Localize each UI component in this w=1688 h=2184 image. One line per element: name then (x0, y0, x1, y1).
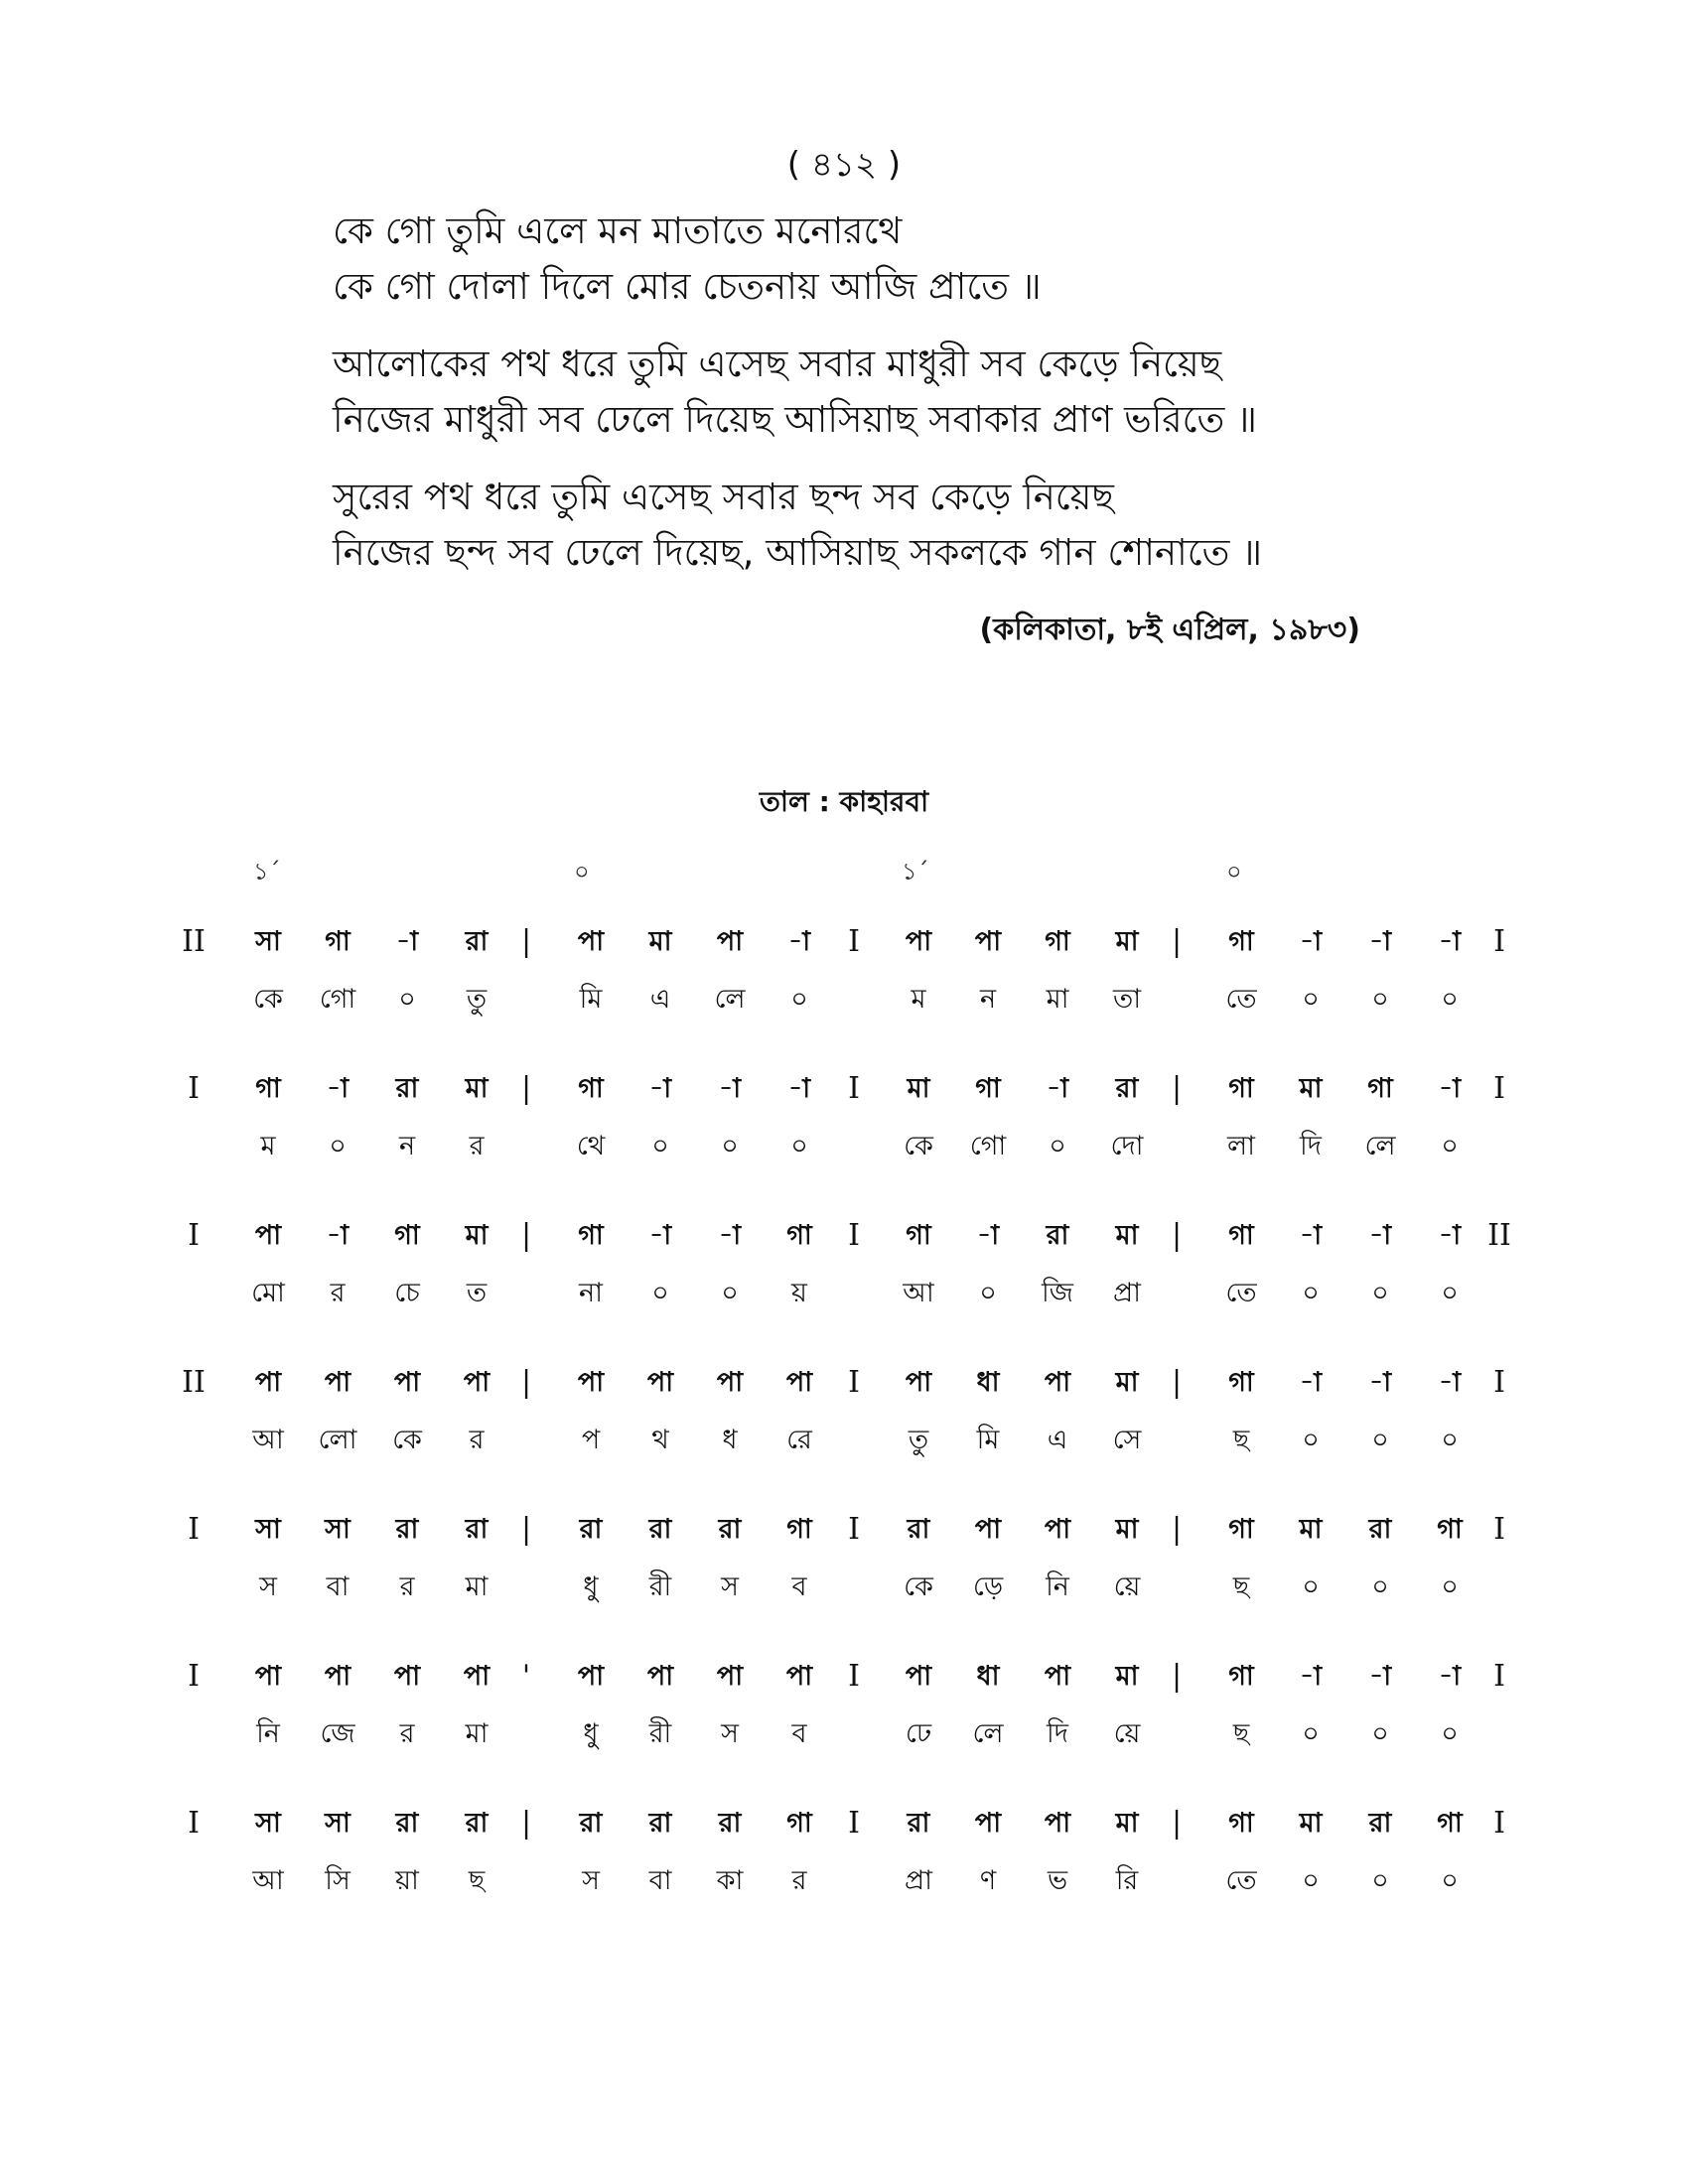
lyric-syllable: প্রা (1113, 1278, 1141, 1308)
swara-note: পা (324, 1661, 352, 1692)
notation-block (0, 1501, 1688, 1648)
bar-line: I (848, 1071, 860, 1106)
bar-line: | (520, 1365, 532, 1400)
lyric-syllable: লো (318, 1425, 357, 1455)
lyric-syllable: ০ (1441, 1278, 1459, 1308)
lyric-line: কে গো তুমি এলে মন মাতাতে মনোরথে (333, 209, 903, 252)
swara-note: সা (255, 926, 281, 957)
lyric-syllable: ০ (651, 1131, 669, 1161)
swara-note: রা (1046, 1220, 1069, 1251)
lyric-syllable: তা (1112, 984, 1142, 1015)
bar-line: I (848, 1218, 860, 1253)
swara-note: রা (395, 1073, 419, 1104)
lyric-syllable: ব (791, 1571, 807, 1602)
lyric-syllable: ড়ে (972, 1571, 1004, 1602)
lyric-syllable: ০ (1371, 1865, 1389, 1896)
swara-row (0, 1648, 1688, 1706)
swara-note: রা (648, 1808, 672, 1839)
lyric-syllable: ধু (583, 1718, 599, 1749)
lyric-row (0, 971, 1688, 1028)
swara-note: -া (1299, 1367, 1323, 1398)
lyric-syllable: প্রা (905, 1865, 932, 1896)
lyric-syllable: র (791, 1865, 807, 1896)
lyric-syllable: সে (1112, 1425, 1142, 1455)
bar-line: I (1493, 1806, 1505, 1841)
beat-marks (0, 854, 1688, 893)
lyric-syllable: কা (716, 1865, 744, 1896)
swara-note: সা (325, 1808, 351, 1839)
lyric-syllable: ০ (1371, 1718, 1389, 1749)
swara-note: রা (465, 926, 489, 957)
lyric-row (0, 1412, 1688, 1469)
bar-line: | (1171, 1512, 1183, 1547)
swara-note: সা (325, 1514, 351, 1545)
lyric-syllable: নি (256, 1718, 280, 1749)
swara-row (0, 1354, 1688, 1412)
swara-note: গা (786, 1808, 812, 1839)
lyric-syllable: ন (979, 984, 997, 1015)
swara-note: রা (718, 1808, 742, 1839)
lyric-syllable: চে (394, 1278, 420, 1308)
lyric-syllable: বা (326, 1571, 350, 1602)
lyric-syllable: ০ (1302, 984, 1320, 1015)
swara-note: ধা (976, 1661, 1000, 1692)
lyric-row (0, 1265, 1688, 1322)
swara-note: -া (1368, 1220, 1392, 1251)
swara-note: রা (718, 1514, 742, 1545)
swara-note: রা (579, 1514, 603, 1545)
swara-note: পা (254, 1220, 282, 1251)
swara-note: রা (907, 1808, 930, 1839)
notation-block (0, 1648, 1688, 1795)
swara-note: রা (648, 1514, 672, 1545)
lyric-syllable: নি (1046, 1571, 1069, 1602)
lyric-syllable: ০ (651, 1278, 669, 1308)
bar-line: I (1493, 1365, 1505, 1400)
lyric-syllable: লা (1227, 1131, 1255, 1161)
lyric-syllable: ০ (1302, 1865, 1320, 1896)
bar-line: | (520, 1071, 532, 1106)
bar-line: I (848, 1659, 860, 1694)
swara-row (0, 1207, 1688, 1265)
lyric-syllable: মা (1046, 984, 1069, 1015)
swara-note: -া (648, 1073, 672, 1104)
lyric-stanza (333, 204, 1425, 315)
lyric-syllable: লে (714, 984, 746, 1015)
lyric-syllable: ০ (1371, 1571, 1389, 1602)
lyric-syllable: ব (791, 1718, 807, 1749)
lyric-syllable: ম (260, 1131, 276, 1161)
lyric-syllable: মা (465, 1571, 489, 1602)
swara-note: পা (254, 1367, 282, 1398)
bar-line: I (848, 1365, 860, 1400)
lyric-line: নিজের ছন্দ সব ঢেলে দিয়েছ, আসিয়াছ সকলকে গান শোনাতে ॥ (333, 531, 1263, 574)
lyric-syllable: জি (1042, 1278, 1073, 1308)
lyric-syllable: ০ (1371, 1425, 1389, 1455)
swara-note: মা (1115, 1514, 1139, 1545)
lyric-syllable: বা (648, 1865, 672, 1896)
swara-note: পা (905, 1367, 932, 1398)
swara-note: মা (1115, 1220, 1139, 1251)
lyric-stanza (333, 470, 1425, 581)
swara-note: -া (718, 1073, 742, 1104)
swara-note: পা (393, 1367, 421, 1398)
lyric-syllable: দো (1110, 1131, 1144, 1161)
swara-note: পা (785, 1367, 813, 1398)
swara-note: পা (1044, 1808, 1071, 1839)
lyric-syllable: তে (1225, 984, 1257, 1015)
page-number: ( ৪১২ ) (786, 145, 902, 185)
bar-line: | (1171, 1365, 1183, 1400)
lyric-syllable: দি (1300, 1131, 1322, 1161)
lyric-syllable: সি (325, 1865, 351, 1896)
swara-note: পা (577, 1661, 605, 1692)
lyric-syllable: লে (972, 1718, 1004, 1749)
lyric-syllable: ণ (979, 1865, 997, 1896)
lyric-syllable: স (259, 1571, 277, 1602)
lyric-line: নিজের মাধুরী সব ঢেলে দিয়েছ আসিয়াছ সবাকার প্রাণ ভরিতে ॥ (333, 398, 1257, 441)
swara-note: -া (976, 1220, 1000, 1251)
bar-line: I (1493, 924, 1505, 959)
swara-note: -া (787, 1073, 811, 1104)
lyric-line: সুরের পথ ধরে তুমি এসেছ সবার ছন্দ সব কেড়ে নিয়েছ (333, 476, 1114, 518)
swara-note: -া (326, 1073, 350, 1104)
lyric-syllable: ০ (1441, 1865, 1459, 1896)
bar-line: II (182, 1365, 206, 1400)
lyric-row (0, 1118, 1688, 1175)
swara-note: -া (326, 1220, 350, 1251)
tala-heading: তাল : কাহারবা (759, 785, 929, 818)
beat-mark: ১´ (902, 858, 929, 886)
lyric-syllable: র (469, 1425, 485, 1455)
swara-note: পা (716, 1367, 744, 1398)
swara-note: পা (324, 1367, 352, 1398)
swara-note: রা (395, 1514, 419, 1545)
lyric-syllable: র (399, 1718, 415, 1749)
lyric-stanza (333, 337, 1425, 448)
swara-note: গা (1437, 1514, 1463, 1545)
lyric-syllable: ধ (722, 1425, 738, 1455)
bar-line: | (1171, 1806, 1183, 1841)
bar-line: I (188, 1071, 200, 1106)
swara-note: সা (255, 1808, 281, 1839)
lyric-syllable: ০ (1441, 1131, 1459, 1161)
swara-note: পা (646, 1367, 674, 1398)
notation-block (0, 1354, 1688, 1501)
bar-line: I (188, 1512, 200, 1547)
swara-note: রা (907, 1514, 930, 1545)
bar-line: I (848, 1512, 860, 1547)
lyric-syllable: ছ (1232, 1718, 1250, 1749)
lyric-syllable: রী (648, 1718, 672, 1749)
swara-note: পা (577, 926, 605, 957)
lyric-syllable: কে (392, 1425, 422, 1455)
swara-note: রা (465, 1514, 489, 1545)
bar-line: ' (521, 1659, 531, 1694)
lyric-syllable: ০ (1302, 1278, 1320, 1308)
swara-note: মা (1115, 1661, 1139, 1692)
lyric-syllable: ০ (1371, 984, 1389, 1015)
swara-note: গা (255, 1073, 281, 1104)
notation-block (0, 1795, 1688, 1942)
bar-line: | (520, 1218, 532, 1253)
swara-note: -া (1438, 1073, 1462, 1104)
swara-note: মা (1115, 1367, 1139, 1398)
bar-line: | (1171, 1071, 1183, 1106)
swara-note: -া (1368, 926, 1392, 957)
bar-line: I (848, 1806, 860, 1841)
swara-note: রা (395, 1808, 419, 1839)
swara-note: -া (1046, 1073, 1069, 1104)
swara-note: মা (1115, 1808, 1139, 1839)
swara-note: গা (1228, 1514, 1254, 1545)
lyric-syllable: লে (1364, 1131, 1396, 1161)
bar-line: I (848, 924, 860, 959)
lyric-syllable: তে (1225, 1865, 1257, 1896)
lyric-line: আলোকের পথ ধরে তুমি এসেছ সবার মাধুরী সব কেড়ে নিয়েছ (333, 342, 1222, 385)
lyric-syllable: ০ (1441, 1718, 1459, 1749)
swara-note: পা (577, 1367, 605, 1398)
swara-note: পা (974, 926, 1002, 957)
attribution: (কলিকাতা, ৮ই এপ্রিল, ১৯৮৩) (979, 613, 1360, 647)
lyric-syllable: মি (976, 1425, 1000, 1455)
lyrics (333, 204, 1425, 603)
swara-note: মা (907, 1073, 930, 1104)
bar-line: II (182, 924, 206, 959)
lyric-syllable: র (399, 1571, 415, 1602)
lyric-syllable: ০ (790, 984, 808, 1015)
lyric-syllable: থে (576, 1131, 606, 1161)
swara-note: মা (1299, 1808, 1323, 1839)
swara-note: পা (1044, 1514, 1071, 1545)
bar-line: | (520, 1806, 532, 1841)
swara-note: -া (1438, 1661, 1462, 1692)
notation-block (0, 1060, 1688, 1207)
bar-line: | (1171, 1218, 1183, 1253)
swara-note: গা (1228, 1073, 1254, 1104)
swara-note: -া (1299, 926, 1323, 957)
swara-note: পা (1044, 1661, 1071, 1692)
swara-note: গা (1228, 1220, 1254, 1251)
lyric-syllable: স (582, 1865, 600, 1896)
swara-note: রা (465, 1808, 489, 1839)
lyric-syllable: য়ে (1113, 1571, 1141, 1602)
bar-line: | (1171, 924, 1183, 959)
swara-note: গা (906, 1220, 931, 1251)
lyric-syllable: রী (648, 1571, 672, 1602)
swara-note: পা (463, 1367, 491, 1398)
bar-line: I (1493, 1512, 1505, 1547)
swara-note: পা (905, 1661, 932, 1692)
notation-block (0, 913, 1688, 1060)
beat-mark: ০ (1226, 858, 1242, 886)
lyric-syllable: স (721, 1718, 739, 1749)
lyric-syllable: আ (252, 1865, 284, 1896)
lyric-syllable: কে (904, 1571, 933, 1602)
lyric-syllable: ০ (979, 1278, 997, 1308)
beat-mark: ১´ (253, 858, 281, 886)
swara-note: সা (255, 1514, 281, 1545)
swara-note: রা (1368, 1514, 1392, 1545)
bar-line: I (188, 1218, 200, 1253)
lyric-syllable: দি (1047, 1718, 1068, 1749)
swara-note: গা (786, 1514, 812, 1545)
lyric-syllable: তু (908, 1425, 929, 1455)
lyric-syllable: ০ (398, 984, 416, 1015)
lyric-syllable: ০ (329, 1131, 347, 1161)
notation-grid (0, 913, 1688, 1942)
swara-note: -া (1299, 1220, 1323, 1251)
lyric-syllable: র (469, 1131, 485, 1161)
swara-note: পা (905, 926, 932, 957)
bar-line: | (520, 924, 532, 959)
lyric-syllable: জে (320, 1718, 355, 1749)
notation-block (0, 1207, 1688, 1354)
bar-line: | (520, 1512, 532, 1547)
lyric-syllable: আ (252, 1425, 284, 1455)
bar-line: I (1493, 1071, 1505, 1106)
lyric-line: কে গো দোলা দিলে মোর চেতনায় আজি প্রাতে ॥ (333, 265, 1042, 308)
swara-note: গা (786, 1220, 812, 1251)
swara-note: পা (785, 1661, 813, 1692)
swara-note: গা (1228, 1808, 1254, 1839)
swara-note: মা (1115, 926, 1139, 957)
swara-note: গা (578, 1220, 604, 1251)
swara-note: ধা (976, 1367, 1000, 1398)
lyric-syllable: ০ (1441, 1425, 1459, 1455)
swara-note: -া (648, 1220, 672, 1251)
lyric-syllable: ০ (790, 1131, 808, 1161)
lyric-syllable: ত (466, 1278, 488, 1308)
lyric-row (0, 1559, 1688, 1616)
swara-note: গা (325, 926, 351, 957)
bar-line: I (188, 1806, 200, 1841)
lyric-syllable: য়া (395, 1865, 419, 1896)
swara-note: -া (395, 926, 419, 957)
swara-note: মা (465, 1220, 489, 1251)
swara-note: -া (1368, 1661, 1392, 1692)
lyric-syllable: গো (969, 1131, 1007, 1161)
swara-note: রা (1115, 1073, 1139, 1104)
swara-note: মা (1299, 1073, 1323, 1104)
lyric-syllable: ০ (1302, 1571, 1320, 1602)
swara-row (0, 1060, 1688, 1118)
swara-note: পা (646, 1661, 674, 1692)
swara-note: গা (975, 1073, 1001, 1104)
lyric-syllable: ছ (1232, 1571, 1250, 1602)
lyric-syllable: ০ (1441, 984, 1459, 1015)
swara-note: -া (718, 1220, 742, 1251)
lyric-syllable: ধু (583, 1571, 599, 1602)
bar-line: II (1487, 1218, 1511, 1253)
lyric-syllable: মো (251, 1278, 285, 1308)
lyric-syllable: এ (649, 984, 671, 1015)
lyric-syllable: মি (579, 984, 603, 1015)
lyric-syllable: য় (791, 1278, 807, 1308)
swara-note: গা (1228, 926, 1254, 957)
swara-note: -া (1438, 1220, 1462, 1251)
lyric-syllable: য়ে (1113, 1718, 1141, 1749)
swara-row (0, 1795, 1688, 1852)
lyric-syllable: ন (398, 1131, 416, 1161)
swara-note: পা (716, 926, 744, 957)
swara-note: মা (1299, 1514, 1323, 1545)
swara-note: গা (1228, 1661, 1254, 1692)
swara-note: পা (974, 1808, 1002, 1839)
lyric-syllable: কে (253, 984, 283, 1015)
swara-note: -া (787, 926, 811, 957)
swara-note: গা (1367, 1073, 1393, 1104)
swara-row (0, 1501, 1688, 1559)
lyric-syllable: গো (319, 984, 356, 1015)
lyric-syllable: তু (466, 984, 488, 1015)
lyric-syllable: ০ (1302, 1718, 1320, 1749)
lyric-syllable: ০ (1302, 1425, 1320, 1455)
swara-note: গা (394, 1220, 420, 1251)
lyric-syllable: এ (1047, 1425, 1068, 1455)
lyric-syllable: রি (1115, 1865, 1139, 1896)
swara-note: -া (1299, 1661, 1323, 1692)
swara-note: পা (1044, 1367, 1071, 1398)
swara-note: -া (1438, 1367, 1462, 1398)
lyric-syllable: না (579, 1278, 603, 1308)
lyric-syllable: ম (911, 984, 926, 1015)
lyric-syllable: ০ (1441, 1571, 1459, 1602)
swara-note: গা (1228, 1367, 1254, 1398)
lyric-syllable: ০ (1371, 1278, 1389, 1308)
lyric-syllable: র (330, 1278, 346, 1308)
lyric-syllable: কে (904, 1131, 933, 1161)
lyric-row (0, 1706, 1688, 1763)
swara-note: পা (393, 1661, 421, 1692)
lyric-syllable: আ (903, 1278, 934, 1308)
swara-note: মা (648, 926, 672, 957)
swara-note: পা (254, 1661, 282, 1692)
lyric-syllable: প (581, 1425, 601, 1455)
bar-line: I (188, 1659, 200, 1694)
lyric-row (0, 1852, 1688, 1910)
lyric-syllable: রে (786, 1425, 812, 1455)
lyric-syllable: তে (1225, 1278, 1257, 1308)
swara-note: রা (579, 1808, 603, 1839)
swara-note: গা (578, 1073, 604, 1104)
swara-note: -া (1438, 926, 1462, 957)
swara-note: পা (716, 1661, 744, 1692)
lyric-syllable: থ (651, 1425, 669, 1455)
swara-note: পা (463, 1661, 491, 1692)
swara-note: পা (974, 1514, 1002, 1545)
lyric-syllable: স (721, 1571, 739, 1602)
bar-line: I (1493, 1659, 1505, 1694)
swara-note: মা (465, 1073, 489, 1104)
swara-row (0, 913, 1688, 971)
beat-mark: ০ (574, 858, 590, 886)
lyric-syllable: ০ (721, 1131, 739, 1161)
lyric-syllable: ০ (721, 1278, 739, 1308)
lyric-syllable: ছ (468, 1865, 486, 1896)
bar-line: | (1171, 1659, 1183, 1694)
lyric-syllable: ঢে (905, 1718, 932, 1749)
lyric-syllable: ০ (1049, 1131, 1066, 1161)
swara-note: -া (1368, 1367, 1392, 1398)
swara-note: গা (1437, 1808, 1463, 1839)
swara-note: রা (1368, 1808, 1392, 1839)
lyric-syllable: ভ (1047, 1865, 1068, 1896)
lyric-syllable: ছ (1232, 1425, 1250, 1455)
lyric-syllable: মা (465, 1718, 489, 1749)
swara-note: গা (1045, 926, 1070, 957)
